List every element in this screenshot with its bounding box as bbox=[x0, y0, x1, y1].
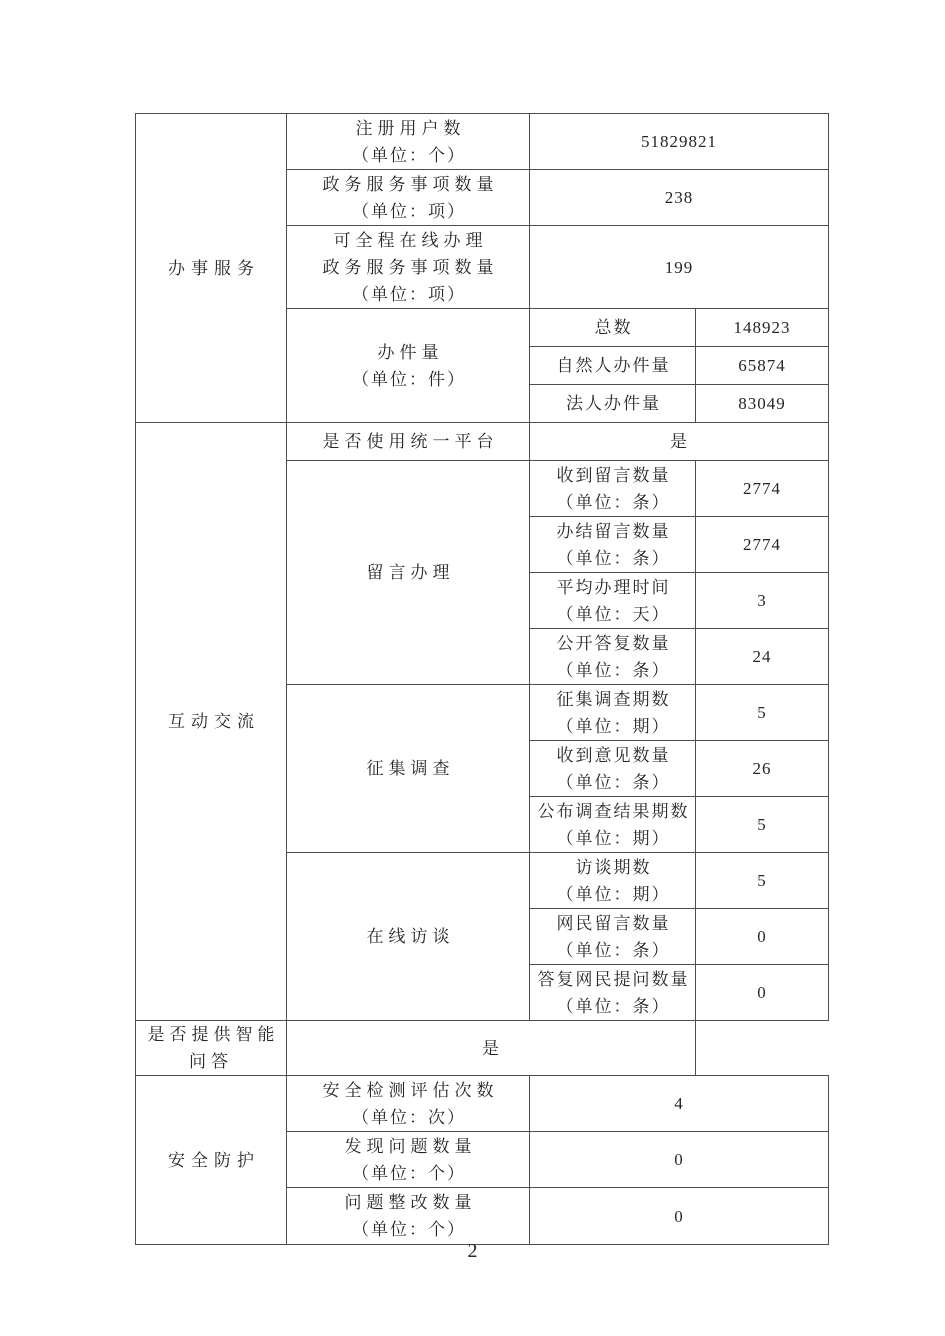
sub-label-text: 收到意见数量 bbox=[556, 745, 671, 765]
value-cell-smart-qa: 是 bbox=[287, 1021, 696, 1076]
row-unit: （单位：件） bbox=[352, 369, 466, 389]
table-row bbox=[136, 1076, 829, 1132]
sub-unit: （单位：条） bbox=[556, 940, 671, 960]
sub-label-text: 收到留言数量 bbox=[556, 465, 671, 485]
sub-unit: （单位：期） bbox=[556, 884, 671, 904]
label-cell-service-items bbox=[287, 170, 530, 226]
label-cell-message-handling: 留言办理 bbox=[287, 461, 530, 685]
row-label: 问题整改数量 bbox=[344, 1193, 477, 1212]
sub-value-questions-answered: 0 bbox=[696, 965, 829, 1021]
value-cell-registered-users: 51829821 bbox=[530, 114, 829, 170]
table-row bbox=[136, 1021, 829, 1076]
sub-unit: （单位：条） bbox=[556, 660, 671, 680]
sub-label-opinions-received bbox=[530, 741, 696, 797]
row-label: 注册用户数 bbox=[355, 118, 466, 138]
sub-label-text: 公开答复数量 bbox=[556, 633, 671, 653]
row-unit: （单位：个） bbox=[352, 1163, 466, 1183]
sub-unit: （单位：条） bbox=[556, 996, 671, 1016]
row-unit: （单位：次） bbox=[352, 1107, 466, 1127]
sub-value-interview-periods: 5 bbox=[696, 853, 829, 909]
sub-label-text: 网民留言数量 bbox=[556, 913, 671, 933]
group-label: 安全防护 bbox=[168, 1150, 260, 1170]
row-unit: （单位：项） bbox=[352, 284, 466, 304]
sub-label-messages-received bbox=[530, 461, 696, 517]
sub-value-legal-person: 83049 bbox=[696, 385, 829, 423]
sub-unit: （单位：期） bbox=[556, 716, 671, 736]
sub-value-natural-person: 65874 bbox=[696, 347, 829, 385]
sub-value-average-handling-time: 3 bbox=[696, 573, 829, 629]
row-label: 发现问题数量 bbox=[344, 1136, 477, 1156]
sub-label-text: 公布调查结果期数 bbox=[537, 801, 690, 821]
sub-label-results-published bbox=[530, 797, 696, 853]
sub-label-average-handling-time bbox=[530, 573, 696, 629]
value-cell-problems-found: 0 bbox=[530, 1132, 829, 1188]
sub-label-questions-answered bbox=[530, 965, 696, 1021]
row-unit: （单位：个） bbox=[352, 145, 466, 165]
row-label: 政务服务事项数量 bbox=[322, 174, 499, 194]
sub-label-netizen-messages bbox=[530, 909, 696, 965]
page-number: 2 bbox=[467, 1240, 478, 1262]
group-cell-interaction bbox=[136, 423, 287, 1021]
table-row bbox=[136, 423, 829, 461]
label-cell-registered-users bbox=[287, 114, 530, 170]
sub-label-natural-person: 自然人办件量 bbox=[530, 347, 696, 385]
group-label: 互动交流 bbox=[168, 712, 260, 731]
sub-label-legal-person: 法人办件量 bbox=[530, 385, 696, 423]
sub-label-public-replies bbox=[530, 629, 696, 685]
sub-label-messages-completed bbox=[530, 517, 696, 573]
sub-value-results-published: 5 bbox=[696, 797, 829, 853]
sub-label-text: 平均办理时间 bbox=[556, 577, 671, 597]
value-cell-unified-platform: 是 bbox=[530, 423, 829, 461]
label-cell-security-assessments bbox=[287, 1076, 530, 1132]
sub-unit: （单位：期） bbox=[556, 828, 671, 848]
sub-label-text: 征集调查期数 bbox=[556, 689, 671, 709]
group-cell-service-handling bbox=[136, 114, 287, 423]
sub-value-messages-completed: 2774 bbox=[696, 517, 829, 573]
value-cell-problems-rectified: 0 bbox=[530, 1188, 829, 1245]
label-cell-problems-found bbox=[287, 1132, 530, 1188]
label-cell-case-volume bbox=[287, 309, 530, 423]
value-cell-online-service-items: 199 bbox=[530, 226, 829, 309]
table-row bbox=[136, 114, 829, 170]
sub-unit: （单位：天） bbox=[556, 604, 671, 624]
value-cell-service-items: 238 bbox=[530, 170, 829, 226]
group-cell-security bbox=[136, 1076, 287, 1245]
sub-label-text: 访谈期数 bbox=[575, 857, 652, 877]
sub-label-total: 总数 bbox=[530, 309, 696, 347]
label-cell-online-interview: 在线访谈 bbox=[287, 853, 530, 1021]
sub-value-total: 148923 bbox=[696, 309, 829, 347]
row-unit: （单位：个） bbox=[352, 1220, 466, 1239]
label-cell-unified-platform: 是否使用统一平台 bbox=[287, 423, 530, 461]
sub-value-survey-periods: 5 bbox=[696, 685, 829, 741]
sub-unit: （单位：条） bbox=[556, 548, 671, 568]
sub-label-interview-periods bbox=[530, 853, 696, 909]
label-cell-smart-qa: 是否提供智能问答 bbox=[136, 1021, 287, 1076]
sub-label-text: 答复网民提问数量 bbox=[537, 969, 690, 989]
group-label: 办事服务 bbox=[168, 258, 260, 278]
sub-value-netizen-messages: 0 bbox=[696, 909, 829, 965]
row-label: 安全检测评估次数 bbox=[322, 1080, 499, 1100]
value-cell-security-assessments: 4 bbox=[530, 1076, 829, 1132]
sub-label-text: 办结留言数量 bbox=[556, 521, 671, 541]
label-cell-survey: 征集调查 bbox=[287, 685, 530, 853]
label-cell-online-service-items bbox=[287, 226, 530, 309]
row-label: 办件量 bbox=[377, 342, 444, 362]
sub-value-opinions-received: 26 bbox=[696, 741, 829, 797]
row-label-line: 可全程在线办理 bbox=[333, 230, 488, 250]
label-cell-problems-rectified bbox=[287, 1188, 530, 1245]
sub-unit: （单位：条） bbox=[556, 772, 671, 792]
government-service-report-table bbox=[135, 113, 829, 1245]
sub-value-public-replies: 24 bbox=[696, 629, 829, 685]
row-unit: （单位：项） bbox=[352, 201, 466, 221]
sub-value-messages-received: 2774 bbox=[696, 461, 829, 517]
sub-unit: （单位：条） bbox=[556, 492, 671, 512]
sub-label-survey-periods bbox=[530, 685, 696, 741]
row-label-line: 政务服务事项数量 bbox=[322, 257, 499, 277]
